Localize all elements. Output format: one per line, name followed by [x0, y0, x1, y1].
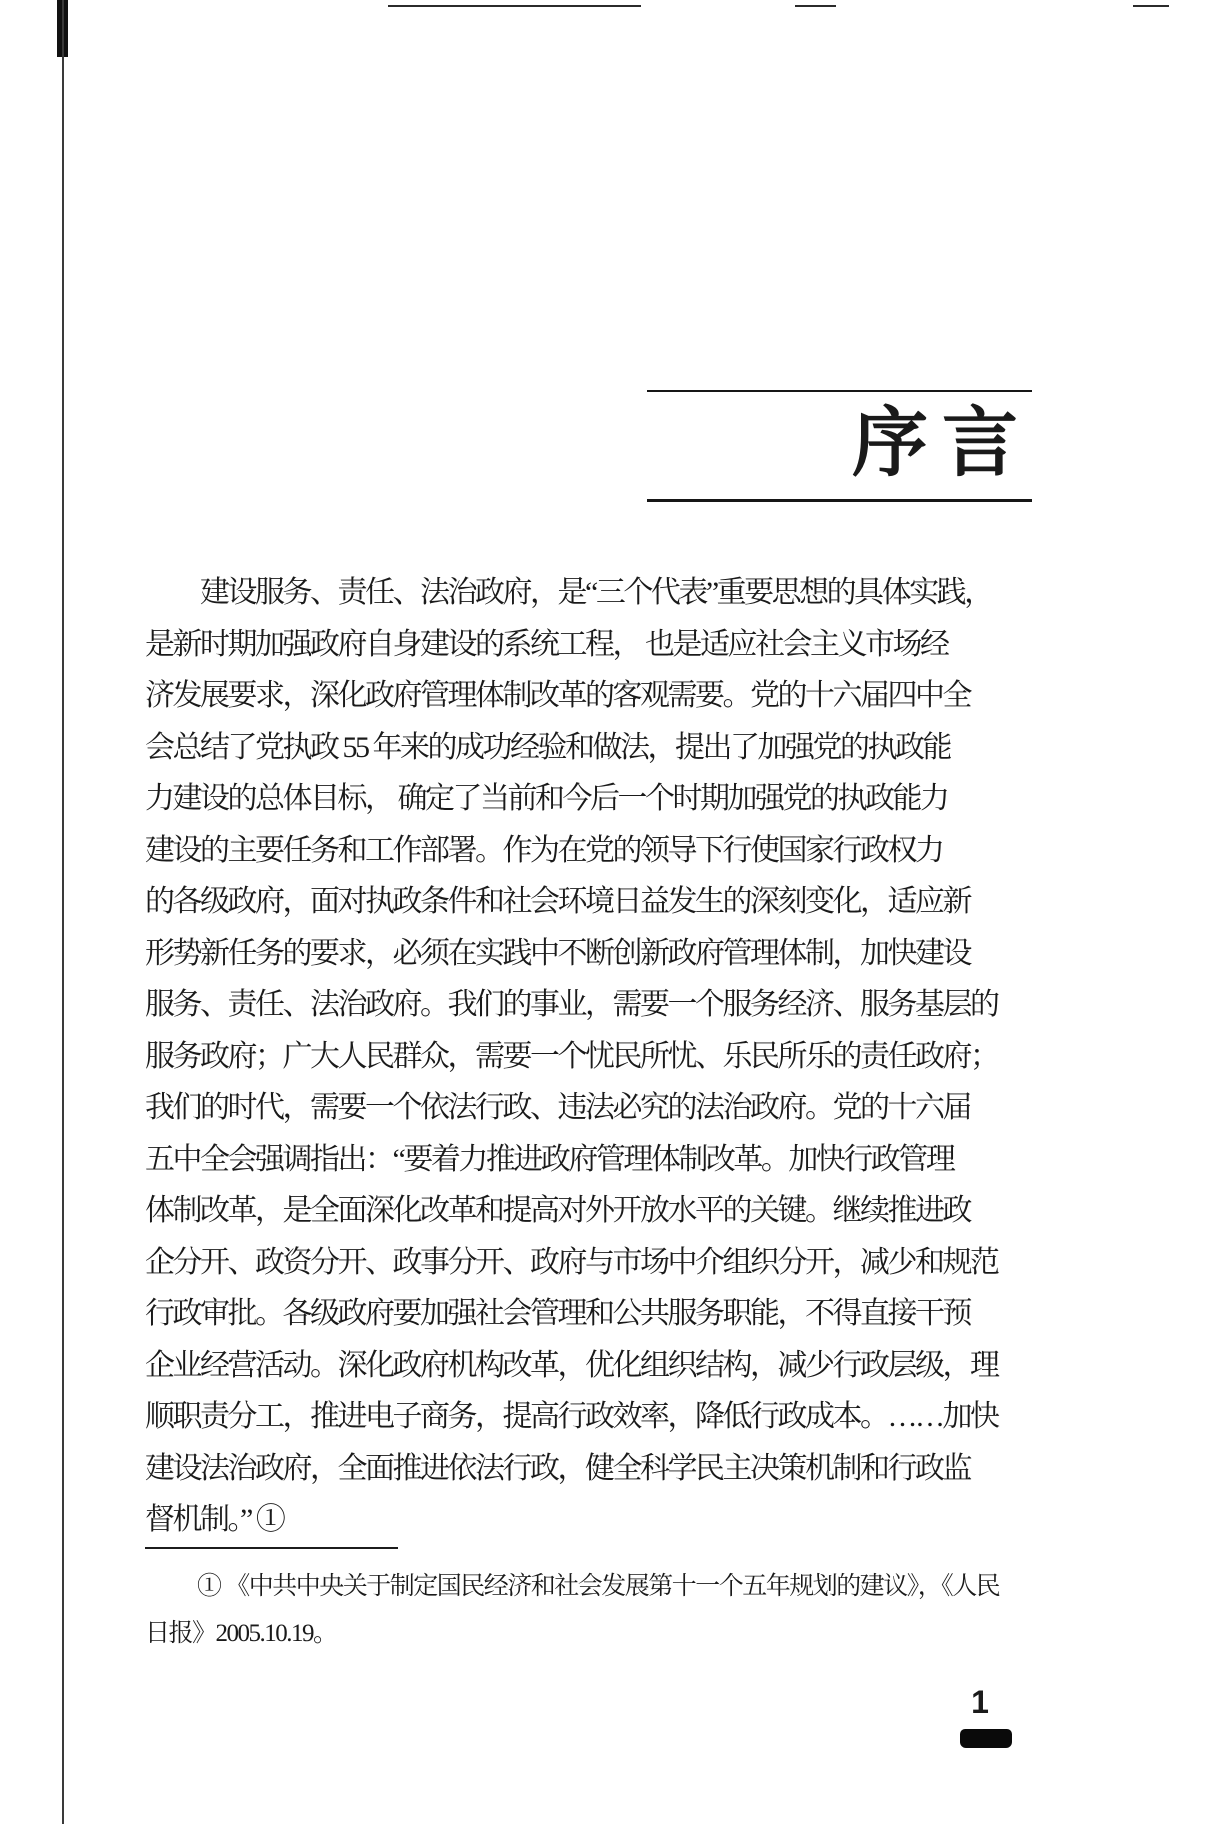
paragraph-line: 力建设的总体目标， 确定了当前和今后一个时期加强党的执政能力	[145, 782, 948, 815]
paragraph-line: 服务、责任、法治政府。我们的事业，需要一个服务经济、服务基层的	[145, 988, 998, 1021]
page-corner-tab	[960, 1729, 1012, 1748]
title-rule-bottom	[647, 499, 1032, 502]
footnote	[145, 1563, 1000, 1657]
paragraph-line: 我们的时代，需要一个依法行政、违法必究的法治政府。党的十六届	[145, 1091, 970, 1124]
scan-top-line	[1133, 5, 1169, 7]
paragraph-line: 建设服务、责任、法治政府，是“三个代表”重要思想的具体实践，	[200, 576, 992, 609]
paragraph-line: 企分开、政资分开、政事分开、政府与市场中介组织分开，减少和规范	[145, 1245, 998, 1279]
page-title: 序言	[852, 402, 1032, 486]
preface-paragraph	[145, 567, 998, 1546]
paragraph-line: 企业经营活动。深化政府机构改革，优化组织结构，减少行政层级，理	[145, 1348, 998, 1382]
title-rule-top	[647, 390, 1032, 392]
footnote-separator	[145, 1547, 398, 1549]
page-number: 1	[971, 1684, 989, 1720]
paragraph-line: 督机制。” ①	[145, 1503, 284, 1536]
paragraph-line: 形势新任务的要求，必须在实践中不断创新政府管理体制，加快建设	[145, 936, 970, 970]
paragraph-line: 济发展要求，深化政府管理体制改革的客观需要。党的十六届四中全	[145, 679, 970, 712]
paragraph-line: 五中全会强调指出：“要着力推进政府管理体制改革。加快行政管理	[145, 1142, 954, 1176]
paragraph-line: 服务政府；广大人民群众，需要一个忧民所忧、乐民所乐的责任政府；	[145, 1039, 998, 1073]
paragraph-line: 是新时期加强政府自身建设的系统工程， 也是适应社会主义市场经	[145, 627, 948, 661]
paragraph-line: 体制改革，是全面深化改革和提高对外开放水平的关键。继续推进政	[145, 1194, 970, 1227]
paragraph-line: 行政审批。各级政府要加强社会管理和公共服务职能，不得直接干预	[145, 1297, 970, 1330]
paragraph-line: 顺职责分工，推进电子商务，提高行政效率，降低行政成本。……加快	[145, 1400, 998, 1433]
scan-edge-line	[62, 0, 64, 1824]
footnote-line: 日报》2005.10.19。	[145, 1620, 337, 1647]
footnote-line: ① 《中共中央关于制定国民经济和社会发展第十一个五年规划的建议》，《人民	[197, 1573, 1000, 1600]
scan-top-line	[795, 5, 836, 7]
paragraph-line: 会总结了党执政 55 年来的成功经验和做法，提出了加强党的执政能	[145, 730, 950, 764]
scan-top-line	[388, 5, 641, 7]
paragraph-line: 的各级政府，面对执政条件和社会环境日益发生的深刻变化，适应新	[145, 885, 970, 918]
paragraph-line: 建设法治政府，全面推进依法行政，健全科学民主决策机制和行政监	[145, 1451, 970, 1485]
paragraph-line: 建设的主要任务和工作部署。作为在党的领导下行使国家行政权力	[145, 833, 943, 867]
